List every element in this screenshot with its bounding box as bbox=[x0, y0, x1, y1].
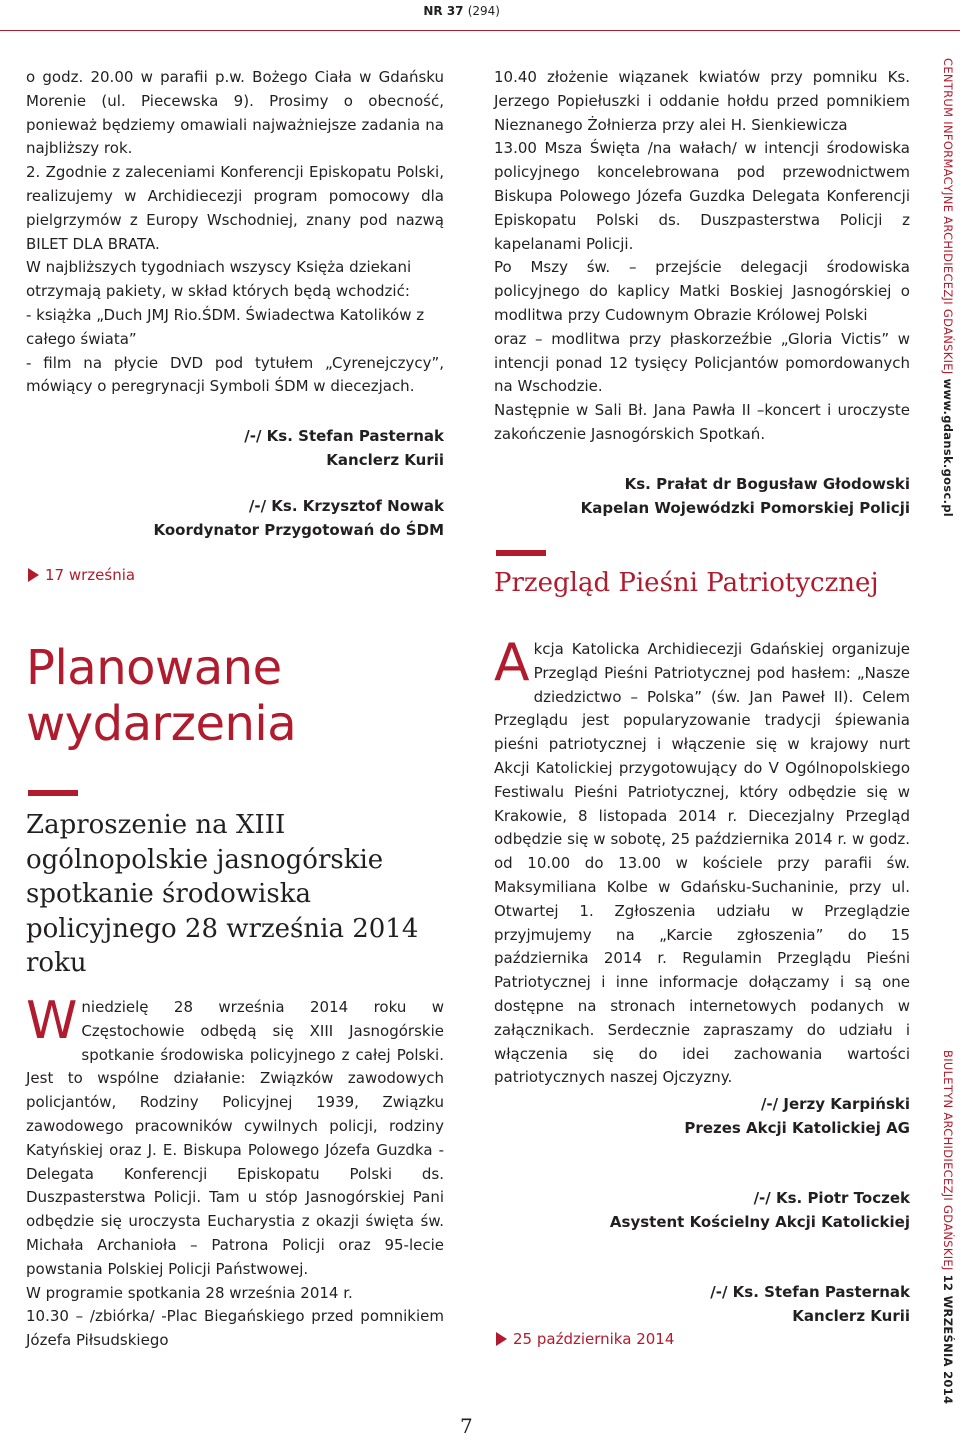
paragraph: o godz. 20.00 w parafii p.w. Bożego Ciała w Gdańsku Morenie (ul. Piecewska 9). Prosimy o obecność, ponieważ będziemy omawiali najważniejsze zadania na najbliższy rok. bbox=[26, 68, 444, 158]
header-bar bbox=[0, 0, 960, 31]
date-marker: 25 października 2014 bbox=[496, 1330, 674, 1348]
date-marker: 17 września bbox=[28, 566, 135, 584]
signature: /-/ Jerzy Karpiński Prezes Akcji Katolickiej AG bbox=[684, 1095, 910, 1137]
paragraph: 10.30 – /zbiórka/ -Plac Biegańskiego przed pomnikiem Józefa Piłsudskiego bbox=[26, 1307, 444, 1350]
paragraph: W najbliższych tygodniach wszyscy Księża dziekani otrzymają pakiety, w skład których będą wchodzić: bbox=[26, 258, 412, 301]
article-title: Przegląd Pieśni Patriotycznej bbox=[494, 568, 879, 598]
paragraph: 2. Zgodnie z zaleceniami Konferencji Episkopatu Polski, realizujemy w Archidiecezji program pomocowy dla pielgrzymów z Europy Wschodniej, znany pod nazwą BILET DLA BRATA. bbox=[26, 163, 444, 253]
triangle-icon bbox=[28, 568, 39, 582]
signature: /-/ Ks. Stefan Pasternak Kanclerz Kurii bbox=[244, 427, 444, 469]
signature: /-/ Ks. Krzysztof Nowak Koordynator Przygotowań do ŚDM bbox=[153, 497, 444, 539]
right-signature-1 bbox=[494, 472, 910, 520]
signature: /-/ Ks. Stefan Pasternak Kanclerz Kurii bbox=[710, 1283, 910, 1325]
article-body bbox=[26, 991, 444, 1353]
paragraph: 10.40 złożenie wiązanek kwiatów przy pomniku Ks. Jerzego Popiełuszki i oddanie hołdu przed pomnikiem Nieznanego Żołnierza przy alei H. Sienkiewicza bbox=[494, 68, 910, 134]
paragraph: 13.00 Msza Święta /na wałach/ w intencji środowiska policyjnego koncelebrowana pod przewodnictwem Biskupa Polowego Józefa Guzdka Delegata Konferencji Episkopatu Polski ds. Duszpasterstwa Policji z kapelanami Policji. bbox=[494, 139, 910, 253]
signature: Ks. Prałat dr Bogusław Głodowski Kapelan Wojewódzki Pomorskiej Policji bbox=[580, 475, 910, 517]
section-title: Planowane wydarzenia bbox=[26, 640, 297, 752]
issue-number: NR 37 (294) bbox=[423, 4, 500, 18]
sidebar-bottom-text: BIULETYN ARCHIDIECEZJI GDAŃSKIEJ 12 WRZEŚNIA 2014 bbox=[941, 1050, 955, 1405]
left-signatures bbox=[26, 424, 444, 542]
paragraph: Po Mszy św. – przejście delegacji środowiska policyjnego do kaplicy Matki Boskiej Jasnogórskiej o modlitwa przy Cudownym Obrazie Królowej Polski bbox=[494, 258, 910, 324]
right-signatures bbox=[494, 1092, 910, 1328]
paragraph: Następnie w Sali Bł. Jana Pawła II –koncert i uroczyste zakończenie Jasnogórskich Spotkań. bbox=[494, 401, 910, 443]
page-number: 7 bbox=[460, 1414, 473, 1438]
paragraph: Akcja Katolicka Archidiecezji Gdańskiej organizuje Przegląd Pieśni Patriotycznej pod hasłem: „Nasze dziedzictwo – Polska” (św. Jan Paweł II). Celem Przeglądu jest popularyzowanie tradycji śpiewania pieśni patriotycznej i włączenie się w krajowy nurt Akcji Katolickiej przygotowujący do V Ogólnopolskiego Festiwalu Pieśni Patriotycznej, który odbędzie się w Krakowie, 8 listopada 2014 r. Diecezjalny Przegląd odbędzie się w sobotę, 25 października 2014 r. w godz. od 10.00 do 13.00 w kościele przy parafii św. Maksymiliana Kolbe w Gdańsku-Suchaninie, przy ul. Otwartej 1. Zgłoszenia udziału w Przeglądzie przyjmujemy na „Karcie zgłoszenia” do 15 października 2014 r. Regulamin Przeglądu Pieśni Patriotycznej i inne informacje dołączamy i są one dostępne na stronach internetowych podanych w załącznikach. Serdecznie zapraszamy do udziału i włączenia się do idei zachowania wartości patriotycznych naszej Ojczyzny. bbox=[494, 633, 910, 1087]
drop-cap: W bbox=[26, 991, 78, 1051]
red-dash bbox=[496, 550, 546, 556]
article-body bbox=[494, 633, 910, 1090]
red-dash bbox=[28, 790, 78, 796]
left-column-top bbox=[26, 66, 444, 399]
paragraph: - książka „Duch JMJ Rio.ŚDM. Świadectwa Katolików z całego świata” bbox=[26, 305, 425, 348]
signature: /-/ Ks. Piotr Toczek Asystent Kościelny Akcji Katolickiej bbox=[609, 1189, 910, 1231]
article-title: Zaproszenie na XIII ogólnopolskie jasnogórskie spotkanie środowiska policyjnego 28 września 2014 roku bbox=[26, 810, 419, 978]
drop-cap: A bbox=[494, 633, 530, 693]
sidebar-top-text: CENTRUM INFORMACYJNE ARCHIDIECEZJI GDAŃSKIEJ www.gdansk.gosc.pl bbox=[941, 58, 955, 518]
paragraph: oraz – modlitwa przy płaskorzeźbie „Gloria Victis” w intencji ponad 12 tysięcy Policjantów pomordowanych na Wschodzie. bbox=[494, 329, 910, 396]
triangle-icon bbox=[496, 1332, 507, 1346]
paragraph: Wniedzielę 28 września 2014 roku w Częstochowie odbędą się XIII Jasnogórskie spotkanie środowiska policyjnego z całej Polski. Jest to wspólne działanie: Związków zawodowych policjantów, Rodziny Policyjnej 1939, Związku zawodowego pracowników cywilnych policji, rodziny Katyńskiej oraz J. E. Biskupa Polowego Józefa Guzdka - Delegata Konferencji Episkopatu Polski ds. Duszpasterstwa Policji. Tam u stóp Jasnogórskiej Pani odbędzie się uroczysta Eucharystia z okazji święta św. Michała Archanioła – Patrona Policji oraz 95-lecie powstania Polskiej Policji Państwowej. bbox=[26, 991, 444, 1278]
right-column-top bbox=[494, 66, 910, 447]
paragraph: - film na płycie DVD pod tytułem „Cyrenejczycy”, mówiący o peregrynacji Symboli ŚDM w diecezjach. bbox=[26, 353, 444, 396]
paragraph: W programie spotkania 28 września 2014 r. bbox=[26, 1283, 353, 1302]
